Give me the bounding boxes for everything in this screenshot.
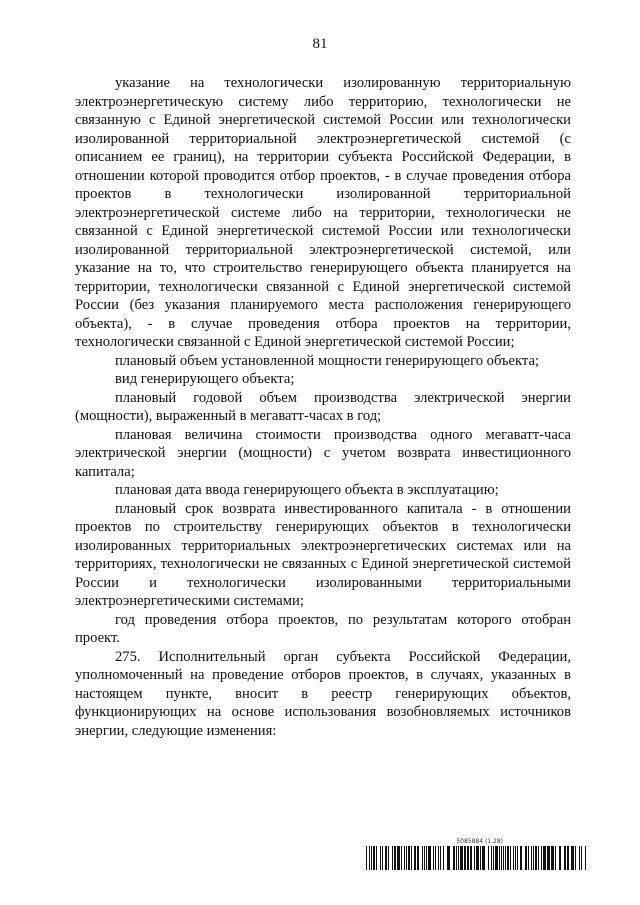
document-body: [75, 74, 571, 740]
barcode-image: [366, 846, 591, 870]
paragraph-item-275: 275. Исполнительный орган субъекта Российской Федерации, уполномоченный на проведение отборов проектов, в случаях, указанных в настоящем пункте, вносит в реестр генерирующих объектов, функционирующих на основе использования возобновляемых источников энергии, следующие изменения:: [75, 648, 571, 739]
paragraph-territory-indication: указание на технологически изолированную территориальную электроэнергетическую систему либо территорию, технологически не связанную с Единой энергетической системой России или технологически изолированной территориальной электроэнергетической системой (с описанием ее границ), на территории субъекта Российской Федерации, в отношении которой проводится отбор проектов, - в случае проведения отбора проектов в технологически изолированной территориальной электроэнергетической системе либо на территории, технологически не связанной с Единой энергетической системой России или технологически изолированной территориальной электроэнергетической системой, или указание на то, что строительство генерирующего объекта планируется на территории, технологически связанной с Единой энергетической системой России (без указания планируемого места расположения генерирующего объекта), - в случае проведения отбора проектов на территории, технологически связанной с Единой энергетической системой России;: [75, 75, 571, 350]
paragraph-object-type: вид генерирующего объекта;: [115, 371, 295, 387]
document-barcode: [366, 838, 591, 870]
paragraph-annual-production: плановый годовой объем производства электрической энергии (мощности), выраженный в мегаватт-часах в год;: [75, 389, 571, 424]
barcode-caption: 5085884 (1.28): [456, 838, 503, 845]
page-number: 81: [312, 36, 328, 52]
paragraph-commissioning-date: плановая дата ввода генерирующего объекта в эксплуатацию;: [115, 482, 499, 498]
paragraph-installed-capacity: плановый объем установленной мощности генерирующего объекта;: [115, 352, 540, 369]
paragraph-payback-period: плановый срок возврата инвестированного капитала - в отношении проектов по строительству генерирующих объектов в технологически изолированных территориальных электроэнергетических системах или на территориях, технологически не связанных с Единой энергетической системой России и технологически изолированными территориальными электроэнергетическими системами;: [75, 500, 571, 609]
paragraph-selection-year: год проведения отбора проектов, по результатам которого отобран проект.: [75, 611, 571, 646]
paragraph-production-cost: плановая величина стоимости производства одного мегаватт-часа электрической энергии (мощности) с учетом возврата инвестиционного капитала;: [75, 426, 571, 480]
